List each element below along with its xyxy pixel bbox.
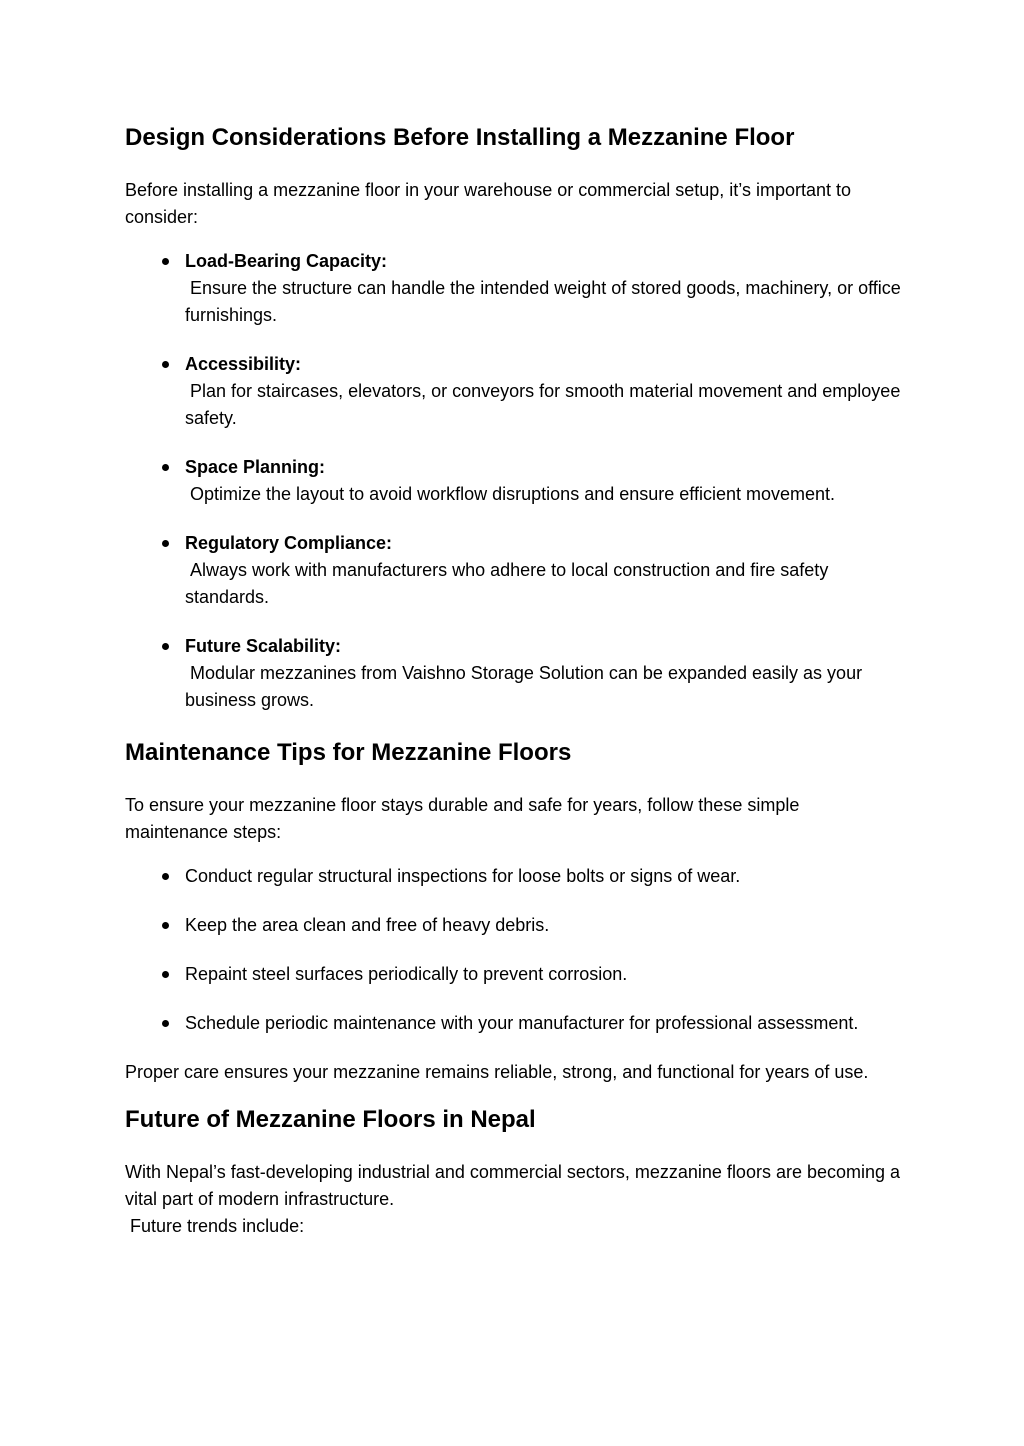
list-item-load-bearing — [125, 248, 906, 329]
bullet-body: Keep the area clean and free of heavy debris. — [185, 915, 550, 935]
future-intro-paragraph — [125, 1159, 906, 1240]
bullet-body: Always work with manufacturers who adhere to local construction and fire safety standards. — [185, 560, 834, 607]
bullet-icon — [162, 873, 169, 880]
bullet-icon — [162, 1020, 169, 1027]
bullet-title: Accessibility: — [185, 354, 302, 374]
list-item-accessibility — [125, 351, 906, 432]
design-considerations-list — [125, 248, 906, 714]
bullet-icon — [162, 464, 169, 471]
list-item-content — [185, 530, 903, 611]
heading-maintenance-tips: Maintenance Tips for Mezzanine Floors — [125, 739, 572, 766]
bullet-title: Space Planning: — [185, 457, 326, 477]
bullet-body: Conduct regular structural inspections for loose bolts or signs of wear. — [185, 866, 741, 886]
list-item-repaint-steel — [125, 961, 903, 988]
bullet-icon — [162, 361, 169, 368]
list-item-content — [185, 633, 903, 714]
bullet-title: Future Scalability: — [185, 636, 342, 656]
bullet-icon — [162, 922, 169, 929]
design-considerations-intro: Before installing a mezzanine floor in your warehouse or commercial setup, it’s important to consider: — [125, 180, 852, 227]
bullet-body: Modular mezzanines from Vaishno Storage Solution can be expanded easily as your business grows. — [185, 663, 868, 710]
list-item-content — [185, 454, 835, 508]
list-item-future-scalability — [125, 633, 903, 714]
bullet-body: Schedule periodic maintenance with your manufacturer for professional assessment. — [185, 1013, 859, 1033]
list-item-content — [185, 912, 549, 939]
bullet-icon — [162, 540, 169, 547]
bullet-body: Optimize the layout to avoid workflow disruptions and ensure efficient movement. — [185, 484, 836, 504]
bullet-body: Plan for staircases, elevators, or conveyors for smooth material movement and employee safety. — [185, 381, 906, 428]
list-item-content — [185, 351, 906, 432]
list-item-regulatory-compliance — [125, 530, 903, 611]
list-item-space-planning — [125, 454, 903, 508]
bullet-icon — [162, 258, 169, 265]
bullet-title: Load-Bearing Capacity: — [185, 251, 388, 271]
maintenance-outro: Proper care ensures your mezzanine remains reliable, strong, and functional for years of use. — [125, 1062, 869, 1082]
list-item-inspections — [125, 863, 903, 890]
list-item-clean-area — [125, 912, 903, 939]
future-intro-text: With Nepal’s fast-developing industrial and commercial sectors, mezzanine floors are becoming a vital part of modern infrastructure. — [125, 1162, 906, 1209]
bullet-body: Ensure the structure can handle the intended weight of stored goods, machinery, or office furnishings. — [185, 278, 906, 325]
list-item-content — [185, 1010, 858, 1037]
list-item-schedule-maintenance — [125, 1010, 903, 1037]
list-item-content — [185, 961, 627, 988]
document-content — [125, 121, 906, 1240]
bullet-body: Repaint steel surfaces periodically to prevent corrosion. — [185, 964, 628, 984]
maintenance-tips-list — [125, 863, 903, 1037]
bullet-title: Regulatory Compliance: — [185, 533, 393, 553]
bullet-icon — [162, 971, 169, 978]
bullet-icon — [162, 643, 169, 650]
list-item-content — [185, 863, 740, 890]
list-item-content — [185, 248, 906, 329]
future-trends-label: Future trends include: — [125, 1216, 305, 1236]
heading-future-of-mezzanine: Future of Mezzanine Floors in Nepal — [125, 1106, 536, 1133]
heading-design-considerations: Design Considerations Before Installing a Mezzanine Floor — [125, 124, 795, 151]
maintenance-tips-intro: To ensure your mezzanine floor stays durable and safe for years, follow these simple maintenance steps: — [125, 795, 800, 842]
